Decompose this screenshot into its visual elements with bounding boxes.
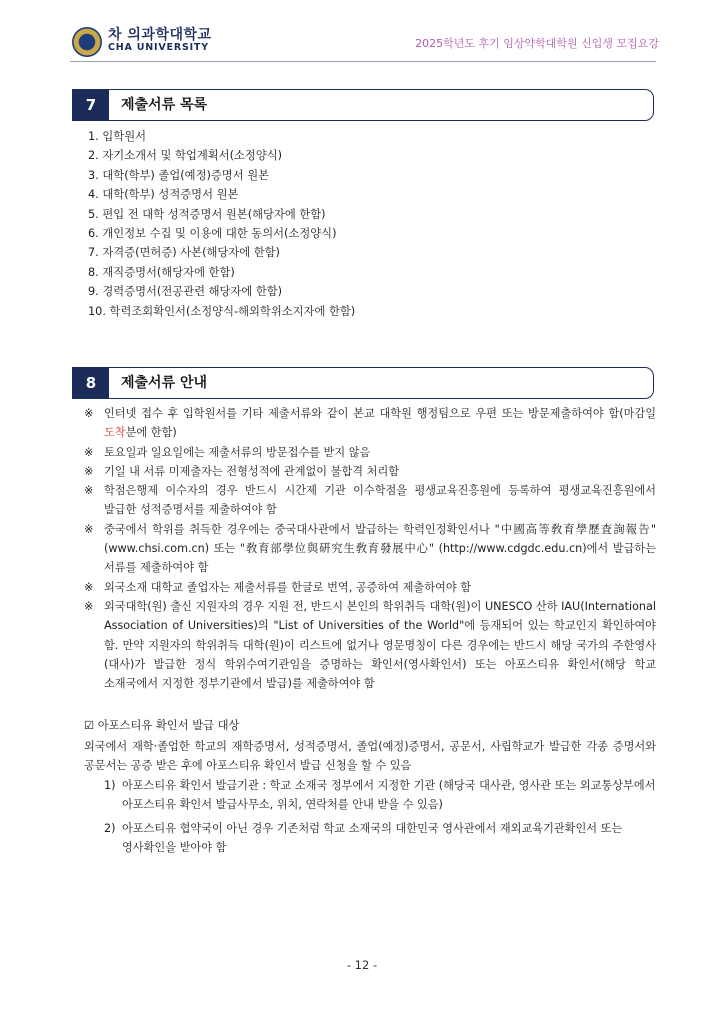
- university-seal-icon: [72, 27, 102, 57]
- note-text: 인터넷 접수 후 입학원서를 기타 제출서류와 같이 본교 대학원 행정팀으로 우편 또는 방문제출하여야 함(마감일: [104, 407, 656, 420]
- submission-notes-list: [84, 404, 656, 693]
- page-number: - 12 -: [346, 958, 378, 972]
- section-8-heading: [72, 367, 654, 399]
- list-item: 6. 개인정보 수집 및 이용에 대한 동의서(소정양식): [88, 227, 337, 241]
- apostille-item-text: 아포스티유 확인서 발급기관 : 학교 소재국 정부에서 지정한 기관 (해당국 대사관, 영사관 또는 외교통상부에서 아포스티유 확인서 발급사무소, 위치, 연락처를 안내 받을 수 있음): [122, 779, 656, 812]
- apostille-description: 외국에서 재학·졸업한 학교의 재학증명서, 성적증명서, 졸업(예정)증명서, 공문서, 사립학교가 발급한 각종 증명서와 공문서는 공증 받은 후에 아포스티유 확인서 발급 신청을 할 수 있음: [84, 740, 656, 773]
- apostille-item-number: 2): [104, 821, 116, 835]
- note-item: ※ 중국에서 학위를 취득한 경우에는 중국대사관에서 발급하는 학력인정확인서나 "中國高等敎育學歷査詢報告" (www.chsi.com.cn) 또는 "敎育部學位與硏究生敎育發展中心" (http://www.cdgdc.edu.cn)에서 발급하는 서류를 제출하여야 함: [84, 520, 656, 578]
- list-item: 8. 재직증명서(해당자에 한함): [88, 265, 235, 279]
- apostille-heading: ☑ 아포스티유 확인서 발급 대상: [84, 719, 240, 732]
- apostille-item-text: 아포스티유 협약국이 아닌 경우 기존처럼 학교 소재국의 대한민국 영사관에서 재외교육기관확인서 또는 영사확인을 받아야 함: [122, 821, 623, 854]
- note-item: ※ 기일 내 서류 미제출자는 전형성적에 관계없이 불합격 처리함: [84, 462, 656, 481]
- section-8-number: 8: [73, 368, 109, 398]
- note-item: ※ 외국소재 대학교 졸업자는 제출서류를 한글로 번역, 공증하여 제출하여야 함: [84, 578, 656, 597]
- list-item: 3. 대학(학부) 졸업(예정)증명서 원본: [88, 168, 270, 182]
- list-item: 7. 자격증(면허증) 사본(해당자에 한함): [88, 246, 280, 260]
- section-7-number: 7: [73, 90, 109, 120]
- list-item: 2. 자기소개서 및 학업계획서(소정양식): [88, 149, 283, 163]
- required-documents-list: [88, 127, 648, 321]
- page-header: [0, 0, 724, 62]
- university-name-korean: 차 의과학대학교: [108, 27, 212, 43]
- list-item: 10. 학력조회확인서(소정양식-해외학위소지자에 한함): [88, 304, 356, 318]
- document-title: 2025학년도 후기 임상약학대학원 신입생 모집요강: [415, 37, 659, 50]
- note-item: [84, 404, 656, 443]
- note-text: 분에 한함): [125, 426, 177, 440]
- note-item: ※ 토요일과 일요일에는 제출서류의 방문접수를 받지 않음: [84, 443, 656, 462]
- apostille-item: [104, 819, 656, 858]
- section-8-title: 제출서류 안내: [121, 375, 208, 391]
- section-7-heading: [72, 89, 654, 121]
- apostille-list: [104, 776, 656, 861]
- apostille-item-number: 1): [104, 779, 116, 792]
- list-item: 4. 대학(학부) 성적증명서 원본: [88, 188, 239, 202]
- note-highlight: 도착: [104, 426, 126, 440]
- list-item: 5. 편입 전 대학 성적증명서 원본(해당자에 한함): [88, 207, 326, 221]
- note-item: ※ 외국대학(원) 출신 지원자의 경우 지원 전, 반드시 본인의 학위취득 대학(원)이 UNESCO 산하 IAU(International Association of Universities)의 "List of Universities of the World"에 등재되어 있는 학교인지 확인하여야 함. 만약 지원자의 학위취득 대학(원)이 리스트에 없거나 영문명칭이 다른 경우에는 반드시 해당 국가의 주한영사(대사)가 발급한 정식 학위수여기관임을 증명하는 확인서(영사확인서) 또는 아포스티유 확인서(해당 학교 소재국에서 지정한 정부기관에서 발급)를 제출하여야 함: [84, 597, 656, 693]
- apostille-item: [104, 776, 656, 815]
- list-item: 9. 경력증명서(전공관련 해당자에 한함): [88, 285, 283, 299]
- university-name-english: CHA UNIVERSITY: [108, 42, 209, 53]
- list-item: 1. 입학원서: [88, 130, 147, 143]
- note-item: ※ 학점은행제 이수자의 경우 반드시 시간제 기관 이수학점을 평생교육진흥원에 등록하여 평생교육진흥원에서 발급한 성적증명서를 제출하여야 함: [84, 481, 656, 520]
- section-7-title: 제출서류 목록: [121, 97, 208, 113]
- header-divider: [70, 61, 656, 62]
